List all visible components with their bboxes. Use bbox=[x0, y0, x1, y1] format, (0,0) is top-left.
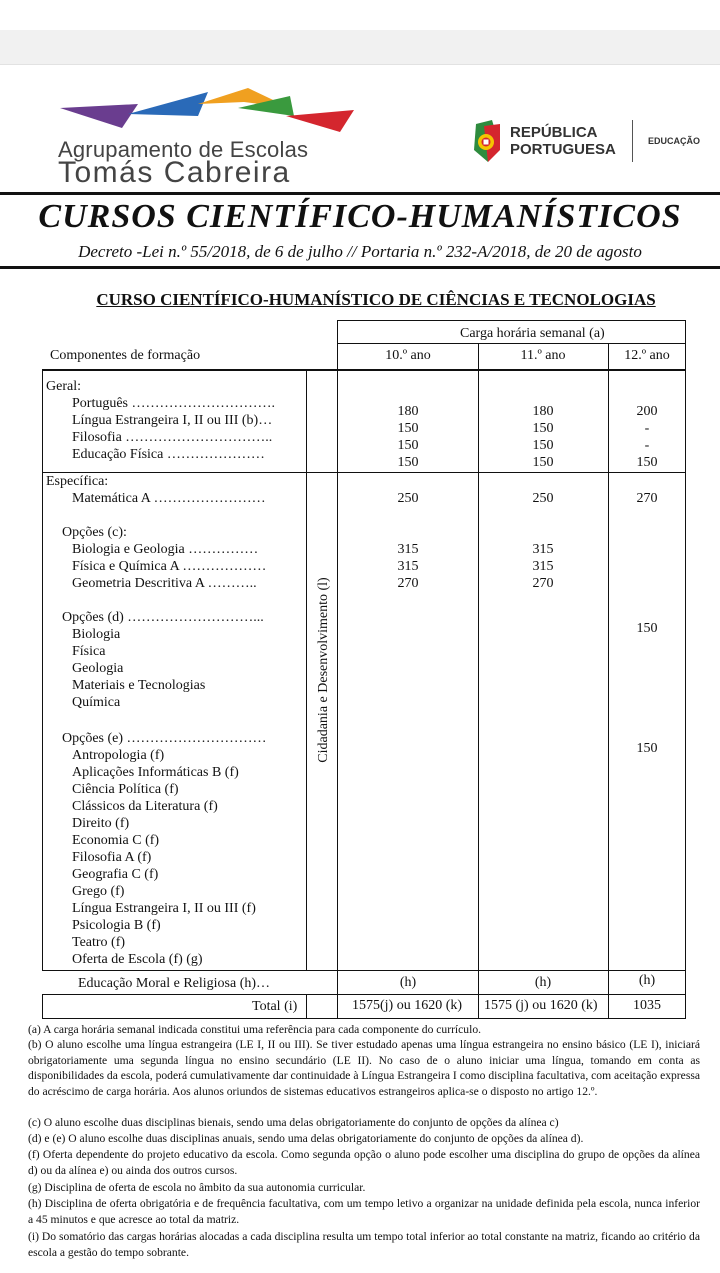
subject-name: Física e Química A ……………… bbox=[72, 559, 267, 574]
option-item: Física bbox=[72, 644, 106, 659]
table-line bbox=[42, 994, 685, 995]
hours-cell: 150 bbox=[397, 455, 419, 470]
subject-name: Matemática A …………………… bbox=[72, 491, 266, 506]
status-bar bbox=[0, 0, 720, 30]
footnote-f: (f) Oferta dependente do projeto educativo da escola. Como segunda opção o aluno pode escolher uma disciplina do grupo de opções da alínea d) ou da alínea e) ou ainda dos outros cursos. bbox=[28, 1148, 700, 1177]
option-item: Geografia C (f) bbox=[72, 867, 159, 882]
hours-cell: 315 bbox=[397, 559, 419, 574]
hours-cell: 150 bbox=[532, 455, 554, 470]
hours-cell: 150 bbox=[636, 621, 658, 636]
table-line bbox=[306, 994, 307, 1019]
option-item: Direito (f) bbox=[72, 816, 130, 831]
hours-cell: 315 bbox=[532, 559, 554, 574]
option-item: Antropologia (f) bbox=[72, 748, 165, 763]
table-line bbox=[42, 994, 43, 1019]
subject-name: Língua Estrangeira I, II ou III (b)… bbox=[72, 413, 273, 428]
educacao-text: EDUCAÇÃO bbox=[648, 136, 701, 146]
option-item: Teatro (f) bbox=[72, 935, 126, 950]
option-item: Grego (f) bbox=[72, 884, 125, 899]
hours-cell: - bbox=[644, 438, 650, 453]
table-line bbox=[337, 343, 685, 344]
hours-cell: 150 bbox=[636, 455, 658, 470]
footnote-de: (d) e (e) O aluno escolhe duas disciplinas anuais, sendo uma delas obrigatoriamente do conjunto de opções da alínea d). bbox=[28, 1132, 584, 1145]
opcoes-e-label: Opções (e) ………………………… bbox=[62, 731, 267, 746]
hours-cell: 270 bbox=[532, 576, 554, 591]
school-logo bbox=[58, 86, 358, 136]
school-logo-graphic bbox=[58, 86, 358, 136]
geral-label: Geral: bbox=[46, 379, 81, 394]
subject-name: Educação Física ………………… bbox=[72, 447, 265, 462]
table-line bbox=[42, 1018, 685, 1019]
hours-cell: 150 bbox=[397, 438, 419, 453]
subject-name: Português …………………………. bbox=[72, 396, 275, 411]
title-rule-bottom bbox=[0, 266, 720, 269]
hours-cell: 150 bbox=[636, 741, 658, 756]
subject-name: Biologia e Geologia …………… bbox=[72, 542, 259, 557]
option-item: Geologia bbox=[72, 661, 124, 676]
table-line bbox=[337, 320, 685, 321]
emblem-icon bbox=[470, 120, 502, 164]
total-cell: 1035 bbox=[633, 998, 661, 1013]
total-cell: 1575 (j) ou 1620 (k) bbox=[484, 998, 598, 1013]
footnote-a: (a) A carga horária semanal indicada constitui uma referência para cada componente do currículo. bbox=[28, 1023, 482, 1036]
especifica-label: Específica: bbox=[46, 474, 109, 489]
hours-cell: 150 bbox=[397, 421, 419, 436]
option-item: Língua Estrangeira I, II ou III (f) bbox=[72, 901, 256, 916]
hours-cell: 180 bbox=[532, 404, 554, 419]
option-item: Clássicos da Literatura (f) bbox=[72, 799, 218, 814]
option-item: Ciência Política (f) bbox=[72, 782, 179, 797]
hours-cell: (h) bbox=[534, 975, 552, 990]
table-line bbox=[337, 320, 338, 1019]
option-item: Filosofia A (f) bbox=[72, 850, 152, 865]
emr-label: Educação Moral e Religiosa (h)… bbox=[78, 976, 271, 991]
table-line bbox=[42, 472, 685, 473]
option-item: Oferta de Escola (f) (g) bbox=[72, 952, 203, 967]
hours-cell: 315 bbox=[397, 542, 419, 557]
table-line bbox=[306, 370, 307, 970]
hours-cell: 150 bbox=[532, 438, 554, 453]
componentes-header: Componentes de formação bbox=[50, 348, 201, 363]
hours-cell: 315 bbox=[532, 542, 554, 557]
republica-line2: PORTUGUESA bbox=[510, 141, 616, 158]
option-item: Aplicações Informáticas B (f) bbox=[72, 765, 239, 780]
hours-cell: 200 bbox=[636, 404, 658, 419]
hours-cell: 250 bbox=[397, 491, 419, 506]
year-header-11: 11.º ano bbox=[520, 348, 566, 363]
cidadania-vertical-label: Cidadania e Desenvolvimento (l) bbox=[316, 577, 331, 763]
hours-cell: - bbox=[644, 421, 650, 436]
hours-cell: 180 bbox=[397, 404, 419, 419]
hours-cell: 150 bbox=[532, 421, 554, 436]
total-cell: 1575(j) ou 1620 (k) bbox=[352, 998, 463, 1013]
year-header-12: 12.º ano bbox=[624, 348, 670, 363]
footnote-h: (h) Disciplina de oferta obrigatória e de frequência facultativa, com um tempo letivo a organizar na unidade definida pela escola, nunca inferior a 45 minutos e que acresce ao total da matriz. bbox=[28, 1197, 700, 1226]
carga-header: Carga horária semanal (a) bbox=[460, 326, 605, 341]
footnote-i: (i) Do somatório das cargas horárias alocadas a cada disciplina resulta um tempo total inferior ao total constante na matriz, ficando ao critério da escola a gestão do tempo sobrante. bbox=[28, 1230, 700, 1259]
opcoes-c-label: Opções (c): bbox=[62, 525, 127, 540]
table-line bbox=[478, 343, 479, 1019]
hours-cell: 250 bbox=[532, 491, 554, 506]
table-line bbox=[42, 970, 685, 971]
option-item: Biologia bbox=[72, 627, 121, 642]
total-label: Total (i) bbox=[252, 999, 298, 1014]
agrupamento-text: Agrupamento de Escolas bbox=[58, 137, 309, 162]
page-title: CURSOS CIENTÍFICO-HUMANÍSTICOS bbox=[38, 198, 682, 235]
option-item: Psicologia B (f) bbox=[72, 918, 161, 933]
hours-cell: 270 bbox=[397, 576, 419, 591]
footnote-c: (c) O aluno escolhe duas disciplinas bienais, sendo uma delas obrigatoriamente do conjunto de opções da alínea c) bbox=[28, 1116, 559, 1129]
footnote-b: (b) O aluno escolhe uma língua estrangeira (LE I, II ou III). Se tiver estudado apenas uma língua estrangeira no ensino básico (LE I), iniciará obrigatoriamente uma segunda língua no ensino secundário (LE II). No caso de o aluno iniciar uma língua, tomando em conta as disponibilidades da escola, poderá cumulativamente dar continuidade à Língua Estrangeira I como disciplina facultativa, com aceitação expressa do acréscimo de carga horária. Aos alunos oriundos de sistemas educativos estrangeiros aplica-se o disposto no artigo 12.º. bbox=[28, 1038, 700, 1098]
republica-line1: REPÚBLICA bbox=[510, 124, 598, 141]
subject-name: Filosofia ………………………….. bbox=[72, 430, 273, 445]
opcoes-d-label: Opções (d) ………………………... bbox=[62, 610, 264, 625]
hours-cell: (h) bbox=[638, 973, 656, 988]
page-subtitle: Decreto -Lei n.º 55/2018, de 6 de julho // Portaria n.º 232-A/2018, de 20 de agosto bbox=[78, 242, 642, 261]
republica-text bbox=[510, 124, 616, 158]
option-item: Química bbox=[72, 695, 121, 710]
hours-cell: (h) bbox=[399, 975, 417, 990]
year-header-10: 10.º ano bbox=[385, 348, 431, 363]
republica-emblem bbox=[470, 120, 502, 169]
option-item: Materiais e Tecnologias bbox=[72, 678, 206, 693]
school-name-text: Tomás Cabreira bbox=[58, 156, 291, 189]
footnote-g: (g) Disciplina de oferta de escola no âmbito da sua autonomia curricular. bbox=[28, 1181, 366, 1194]
table-line bbox=[42, 370, 43, 970]
title-rule-top bbox=[0, 192, 720, 195]
subject-name: Geometria Descritiva A ……….. bbox=[72, 576, 257, 591]
course-title: CURSO CIENTÍFICO-HUMANÍSTICO DE CIÊNCIAS E TECNOLOGIAS bbox=[96, 290, 656, 309]
table-line bbox=[42, 369, 685, 371]
logo-divider bbox=[632, 120, 633, 162]
hours-cell: 270 bbox=[636, 491, 658, 506]
option-item: Economia C (f) bbox=[72, 833, 160, 848]
viewer-toolbar bbox=[0, 30, 720, 65]
